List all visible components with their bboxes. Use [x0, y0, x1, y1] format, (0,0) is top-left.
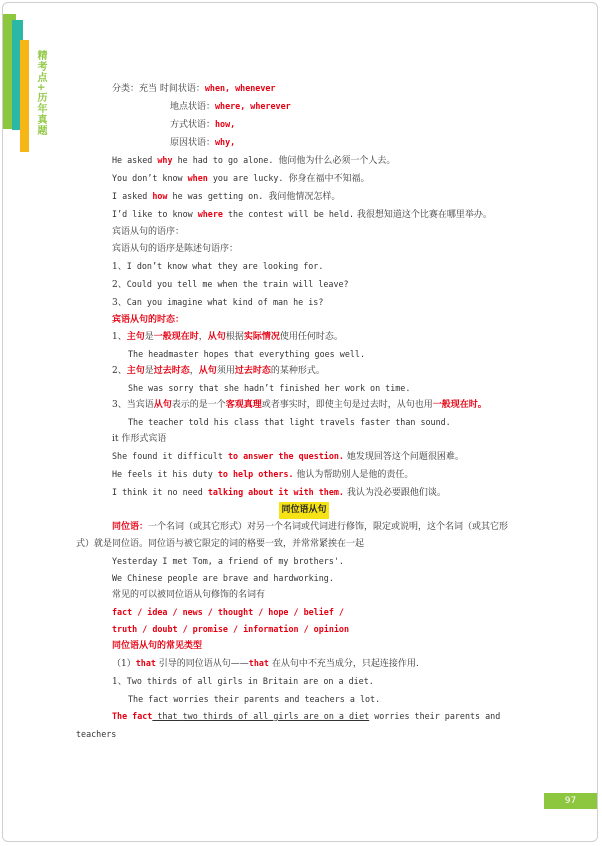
- rule-line: （1）that 引导的同位语从句——that 在从句中不充当成分，只起连接作用.: [112, 658, 419, 669]
- example-sentence: Yesterday I met Tom, a friend of my brothers'.: [112, 556, 344, 566]
- section-heading: 宾语从句的时态：: [112, 315, 185, 325]
- text-line: 原因状语：why,: [170, 137, 236, 148]
- rule-line: 2、主句是过去时态，从句须用过去时态的某种形式。: [112, 366, 325, 376]
- text-line: 方式状语：how,: [170, 119, 236, 130]
- example-sentence: He asked why he had to go alone. 他问他为什么必须一个人去。: [112, 155, 396, 166]
- definition-paragraph: 同位语：一个名词（或其它形式）对另一个名词或代词进行修饰，限定或说明，这个名词（或其它形式）就是同位语。同位语与被它限定的词的格要一致，并常常紧挨在一起: [76, 522, 509, 549]
- document-body: [76, 80, 514, 744]
- text-line: it 作形式宾语: [112, 434, 167, 444]
- example-sentence: 2、Could you tell me when the train will leave?: [112, 279, 349, 290]
- example-sentence: The fact worries their parents and teachers a lot.: [128, 694, 381, 704]
- section-heading: 同位语从句的常见类型: [112, 641, 203, 651]
- example-sentence: 1、I don’t know what they are looking for.: [112, 261, 324, 272]
- text-line: 宾语从句的语序：: [112, 227, 185, 237]
- text-line: 宾语从句的语序是陈述句语序：: [112, 244, 239, 254]
- noun-list: fact / idea / news / thought / hope / belief /: [112, 607, 344, 617]
- example-sentence: She found it difficult to answer the question. 她发现回答这个问题很困难。: [112, 451, 464, 462]
- example-sentence: We Chinese people are brave and hardworking.: [112, 573, 334, 583]
- rule-line: 3、当宾语从句表示的是一个客观真理或者事实时，即使主句是过去时，从句也用一般现在时。: [112, 400, 487, 410]
- example-sentence: 1、Two thirds of all girls in Britain are on a diet.: [112, 676, 374, 687]
- example-sentence: The headmaster hopes that everything goes well.: [128, 349, 365, 359]
- text-line: 地点状语：where, wherever: [170, 101, 291, 112]
- example-sentence: You don’t know when you are lucky. 你身在福中不知福。: [112, 173, 370, 184]
- text-line: 常见的可以被同位语从句修饰的名词有: [112, 590, 266, 600]
- example-sentence: The fact that two thirds of all girls are on a diet worries their parents and teachers: [76, 711, 501, 739]
- noun-list: truth / doubt / promise / information / opinion: [112, 624, 349, 634]
- rule-line: 1、主句是一般现在时，从句根据实际情况使用任何时态。: [112, 332, 343, 342]
- example-sentence: He feels it his duty to help others. 他认为帮助别人是他的责任。: [112, 469, 414, 480]
- example-sentence: I asked how he was getting on. 我问他情况怎样。: [112, 191, 341, 202]
- example-sentence: She was sorry that she hadn’t finished her work on time.: [128, 383, 411, 393]
- example-sentence: I’d like to know where the contest will be held. 我很想知道这个比赛在哪里举办。: [112, 209, 492, 220]
- page-number: 97: [544, 793, 597, 809]
- text-line: 分类：充当 时间状语：when, whenever: [112, 83, 276, 94]
- example-sentence: I think it no need talking about it with them. 我认为没必要跟他们谈。: [112, 487, 446, 498]
- example-sentence: The teacher told his class that light travels faster than sound.: [128, 417, 451, 427]
- example-sentence: 3、Can you imagine what kind of man he is?: [112, 297, 324, 308]
- decorative-yellow-bar: [20, 40, 29, 152]
- section-title-row: [94, 502, 514, 519]
- section-title: 同位语从句: [279, 502, 328, 519]
- sidebar-label: 精考点+历年真题: [35, 50, 46, 137]
